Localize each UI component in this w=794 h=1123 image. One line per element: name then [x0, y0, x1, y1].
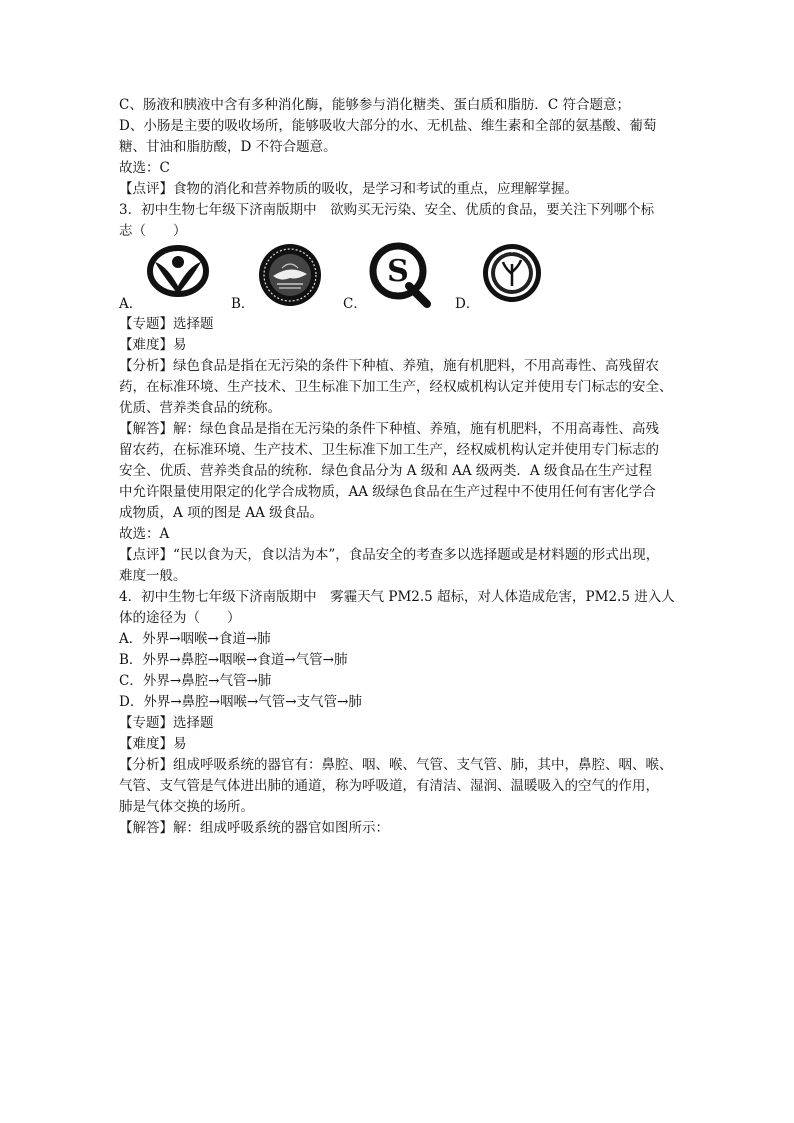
- solution-line: 【解答】解：绿色食品是指在无污染的条件下种植、养殖，施有机肥料，不用高毒性、高残: [119, 421, 659, 437]
- option-a: [119, 242, 219, 314]
- choice-d: D．外界→鼻腔→咽喉→气管→支气管→肺: [119, 694, 362, 710]
- question-stem: 3．初中生物七年级下济南版期中 欲购买无污染、安全、优质的食品，要关注下列哪个标: [119, 202, 655, 218]
- option-b-label: B．: [231, 296, 255, 312]
- option-c: [343, 242, 453, 314]
- comment-line: 【点评】食物的消化和营养物质的吸收，是学习和考试的重点，应理解掌握。: [119, 181, 578, 197]
- section-tag: 【难度】易: [119, 736, 187, 752]
- analysis-line: 药，在标准环境、生产技术、卫生标准下加工生产，经权威机构认定并使用专门标志的安全、: [119, 379, 673, 395]
- section-tag: 【难度】易: [119, 337, 187, 353]
- question-stem: 志（ ）: [119, 223, 187, 239]
- choice-b: B．外界→鼻腔→咽喉→食道→气管→肺: [119, 652, 348, 668]
- option-c-label: C．: [343, 296, 367, 312]
- choice-a: A．外界→咽喉→食道→肺: [119, 631, 271, 647]
- choice-c: C．外界→鼻腔→气管→肺: [119, 673, 272, 689]
- section-tag: 【专题】选择题: [119, 316, 214, 332]
- solution-line: 中允许限量使用限定的化学合成物质，AA 级绿色食品在生产过程中不使用任何有害化学合: [119, 484, 656, 500]
- question-stem: 体的途径为（ ）: [119, 610, 241, 626]
- comment-line: 难度一般。: [119, 568, 187, 584]
- solution-line: 留农药，在标准环境、生产技术、卫生标准下加工生产，经权威机构认定并使用专门标志的: [119, 442, 659, 458]
- solution-line: 成物质，A 项的图是 AA 级食品。: [119, 505, 324, 521]
- text-line: 糖、甘油和脂肪酸，D 不符合题意。: [119, 139, 337, 155]
- analysis-line: 【分析】组成呼吸系统的器官有：鼻腔、咽、喉、气管、支气管、肺，其中，鼻腔、咽、喉、: [119, 757, 673, 773]
- logo-options: [119, 242, 689, 314]
- svg-text:S: S: [387, 254, 409, 289]
- pollution-free-logo-icon: [481, 242, 543, 304]
- option-b: [231, 242, 331, 314]
- analysis-line: 肺是气体交换的场所。: [119, 799, 254, 815]
- analysis-line: 优质、营养类食品的统称。: [119, 400, 281, 416]
- answer-line: 故选：A: [119, 526, 170, 542]
- analysis-line: 【分析】绿色食品是指在无污染的条件下种植、养殖，施有机肥料，不用高毒性、高残留农: [119, 358, 659, 374]
- document-page: [119, 95, 689, 839]
- option-a-label: A．: [119, 296, 143, 312]
- text-line: C、肠液和胰液中含有多种消化酶，能够参与消化糖类、蛋白质和脂肪．C 符合题意；: [119, 97, 630, 113]
- solution-line: 【解答】解：组成呼吸系统的器官如图所示：: [119, 820, 389, 836]
- qs-logo-icon: [369, 242, 431, 308]
- comment-line: 【点评】“民以食为天，食以洁为本”，食品安全的考查多以选择题或是材料题的形式出现，: [119, 547, 660, 563]
- option-d-label: D．: [455, 296, 480, 312]
- option-d: [455, 242, 565, 314]
- answer-line: 故选：C: [119, 160, 170, 176]
- question-stem: 4．初中生物七年级下济南版期中 雾霾天气 PM2.5 超标，对人体造成危害，PM2.5 进入人: [119, 589, 675, 605]
- section-tag: 【专题】选择题: [119, 715, 214, 731]
- green-food-emblem-icon: [257, 242, 323, 308]
- analysis-line: 气管、支气管是气体进出肺的通道，称为呼吸道，有清洁、湿润、温暖吸入的空气的作用，: [119, 778, 659, 794]
- solution-line: 安全、优质、营养类食品的统称．绿色食品分为 A 级和 AA 级两类．A 级食品在生产过程: [119, 463, 652, 479]
- green-food-logo-icon: [145, 242, 211, 300]
- text-line: D、小肠是主要的吸收场所，能够吸收大部分的水、无机盐、维生素和全部的氨基酸、葡萄: [119, 118, 657, 134]
